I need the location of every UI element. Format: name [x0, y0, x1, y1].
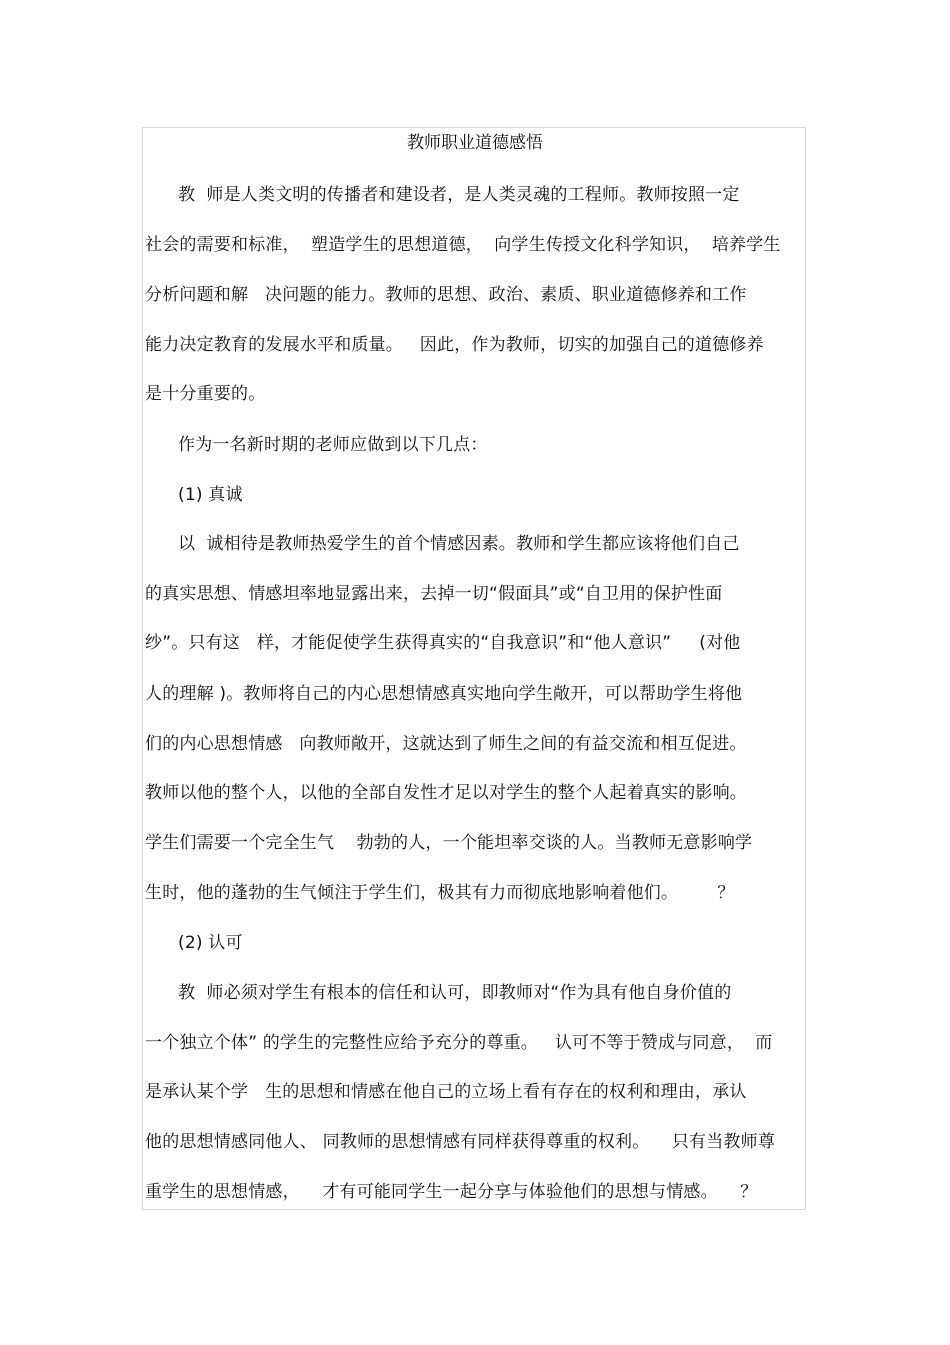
section-heading: (2) 认可: [178, 933, 243, 953]
text-line: 是十分重要的。: [145, 384, 266, 404]
text-line: 生时，他的蓬勃的生气倾注于学生们，极其有力而彻底地影响着他们。 ？: [145, 883, 735, 903]
text-line: 们的内心思想情感 向教师敞开，这就达到了师生之间的有益交流和相互促进。: [145, 734, 747, 754]
section-heading: (1) 真诚: [178, 485, 243, 505]
text-line: 教 师是人类文明的传播者和建设者，是人类灵魂的工程师。教师按照一定: [178, 185, 740, 205]
text-line: 的真实思想、情感坦率地显露出来，去掉一切“假面具”或“自卫用的保护性面: [145, 584, 723, 604]
document-title: 教师职业道德感悟: [407, 133, 543, 153]
text-line: 社会的需要和标准， 塑造学生的思想道德， 向学生传授文化科学知识， 培养学生: [145, 235, 781, 255]
text-line: 一个独立个体” 的学生的完整性应给予充分的尊重。 认可不等于赞成与同意， 而: [145, 1033, 773, 1053]
text-line: 是承认某个学 生的思想和情感在他自己的立场上看有存在的权利和理由，承认: [145, 1082, 747, 1102]
text-line: 能力决定教育的发展水平和质量。 因此，作为教师，切实的加强自己的道德修养: [145, 335, 764, 355]
text-line: 分析问题和解 决问题的能力。教师的思想、政治、素质、职业道德修养和工作: [145, 285, 747, 305]
text-line: 人的理解 )。教师将自己的内心思想情感真实地向学生敞开，可以帮助学生将他: [145, 684, 743, 704]
text-line: 以 诚相待是教师热爱学生的首个情感因素。教师和学生都应该将他们自己: [178, 534, 740, 554]
text-line: 重学生的思想情感， 才有可能同学生一起分享与体验他们的思想与情感。 ？: [145, 1182, 758, 1202]
text-line: 教师以他的整个人，以他的全部自发性才足以对学生的整个人起着真实的影响。: [145, 783, 747, 803]
text-line: 学生们需要一个完全生气 勃勃的人，一个能坦率交谈的人。当教师无意影响学: [145, 833, 753, 853]
text-line: 他的思想情感同他人、 同教师的思想情感有同样获得尊重的权利。 只有当教师尊: [145, 1132, 776, 1152]
text-line: 教 师必须对学生有根本的信任和认可，即教师对“作为具有他自身价值的: [178, 983, 732, 1003]
text-line: 纱”。只有这 样，才能促使学生获得真实的“自我意识”和“他人意识” (对他: [145, 633, 741, 653]
text-line: 作为一名新时期的老师应做到以下几点：: [178, 435, 488, 455]
